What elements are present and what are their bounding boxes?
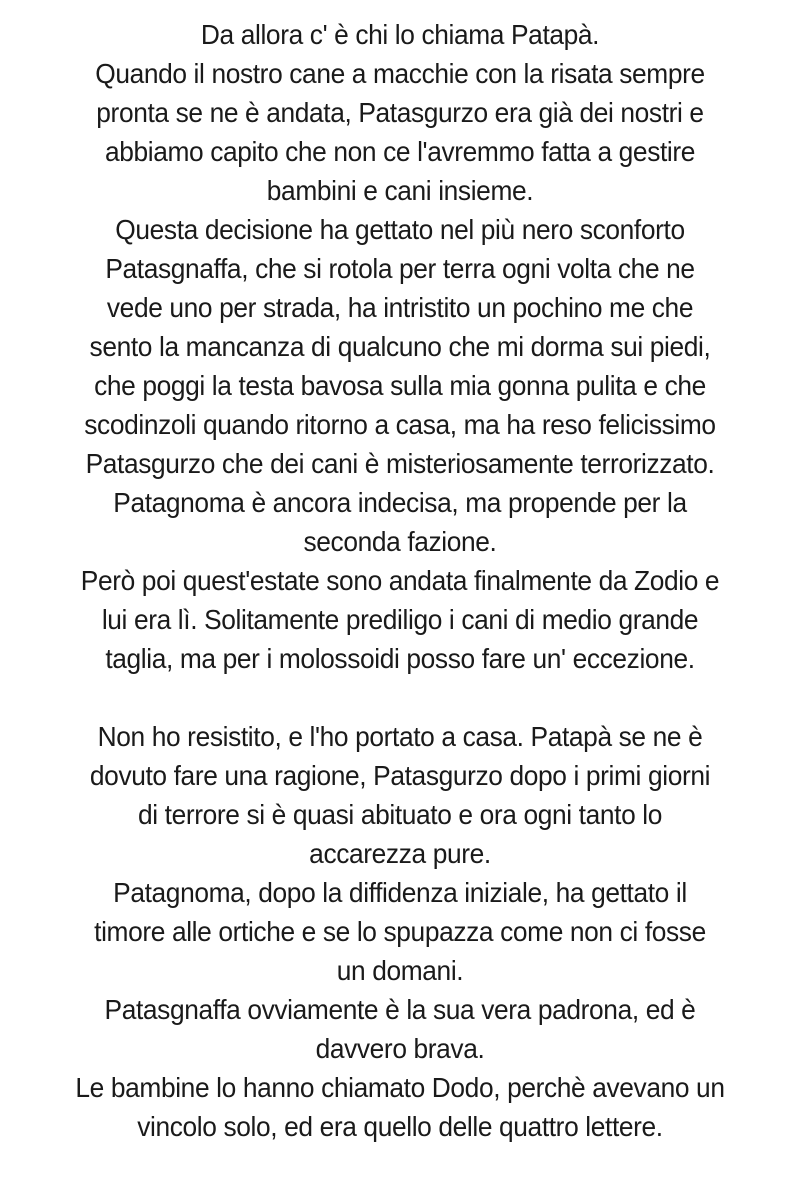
text-line: vede uno per strada, ha intristito un pochino me che — [106, 292, 694, 323]
text-line: bambini e cani insieme. — [266, 175, 534, 206]
text-line: Patagnoma è ancora indecisa, ma propende per la — [113, 487, 687, 518]
text-line: Questa decisione ha gettato nel più nero sconforto — [115, 214, 685, 245]
text-line: Da allora c' è chi lo chiama Patapà. — [200, 19, 600, 50]
text-line: Le bambine lo hanno chiamato Dodo, perchè avevano un — [75, 1072, 725, 1103]
text-line: taglia, ma per i molossoidi posso fare un' eccezione. — [105, 643, 695, 674]
text-line: Patasgurzo che dei cani è misteriosamente terrorizzato. — [85, 448, 715, 479]
text-line: accarezza pure. — [309, 838, 491, 869]
document-body — [10, 15, 790, 1146]
text-line: che poggi la testa bavosa sulla mia gonna pulita e che — [94, 370, 706, 401]
text-line: timore alle ortiche e se lo spupazza come non ci fosse — [94, 916, 706, 947]
text-line: pronta se ne è andata, Patasgurzo era già dei nostri e — [96, 97, 704, 128]
text-line: davvero brava. — [315, 1033, 485, 1064]
text-line: abbiamo capito che non ce l'avremmo fatta a gestire — [104, 136, 696, 167]
text-line: Patasgnaffa ovviamente è la sua vera padrona, ed è — [104, 994, 696, 1025]
text-line: dovuto fare una ragione, Patasgurzo dopo i primi giorni — [89, 760, 711, 791]
text-line: vincolo solo, ed era quello delle quattro lettere. — [137, 1111, 663, 1142]
text-line: un domani. — [336, 955, 464, 986]
text-line: Patasgnaffa, che si rotola per terra ogni volta che ne — [105, 253, 695, 284]
text-line: Non ho resistito, e l'ho portato a casa. Patapà se ne è — [97, 721, 703, 752]
text-line: sento la mancanza di qualcuno che mi dorma sui piedi, — [89, 331, 711, 362]
text-line: Patagnoma, dopo la diffidenza iniziale, ha gettato il — [113, 877, 687, 908]
text-line: Però poi quest'estate sono andata finalmente da Zodio e — [80, 565, 720, 596]
text-line: lui era lì. Solitamente prediligo i cani di medio grande — [101, 604, 699, 635]
text-line: seconda fazione. — [303, 526, 497, 557]
text-line: Quando il nostro cane a macchie con la risata sempre — [95, 58, 705, 89]
blank-line — [33, 678, 766, 717]
text-line: scodinzoli quando ritorno a casa, ma ha reso felicissimo — [84, 409, 716, 440]
text-line: di terrore si è quasi abituato e ora ogni tanto lo — [137, 799, 663, 830]
